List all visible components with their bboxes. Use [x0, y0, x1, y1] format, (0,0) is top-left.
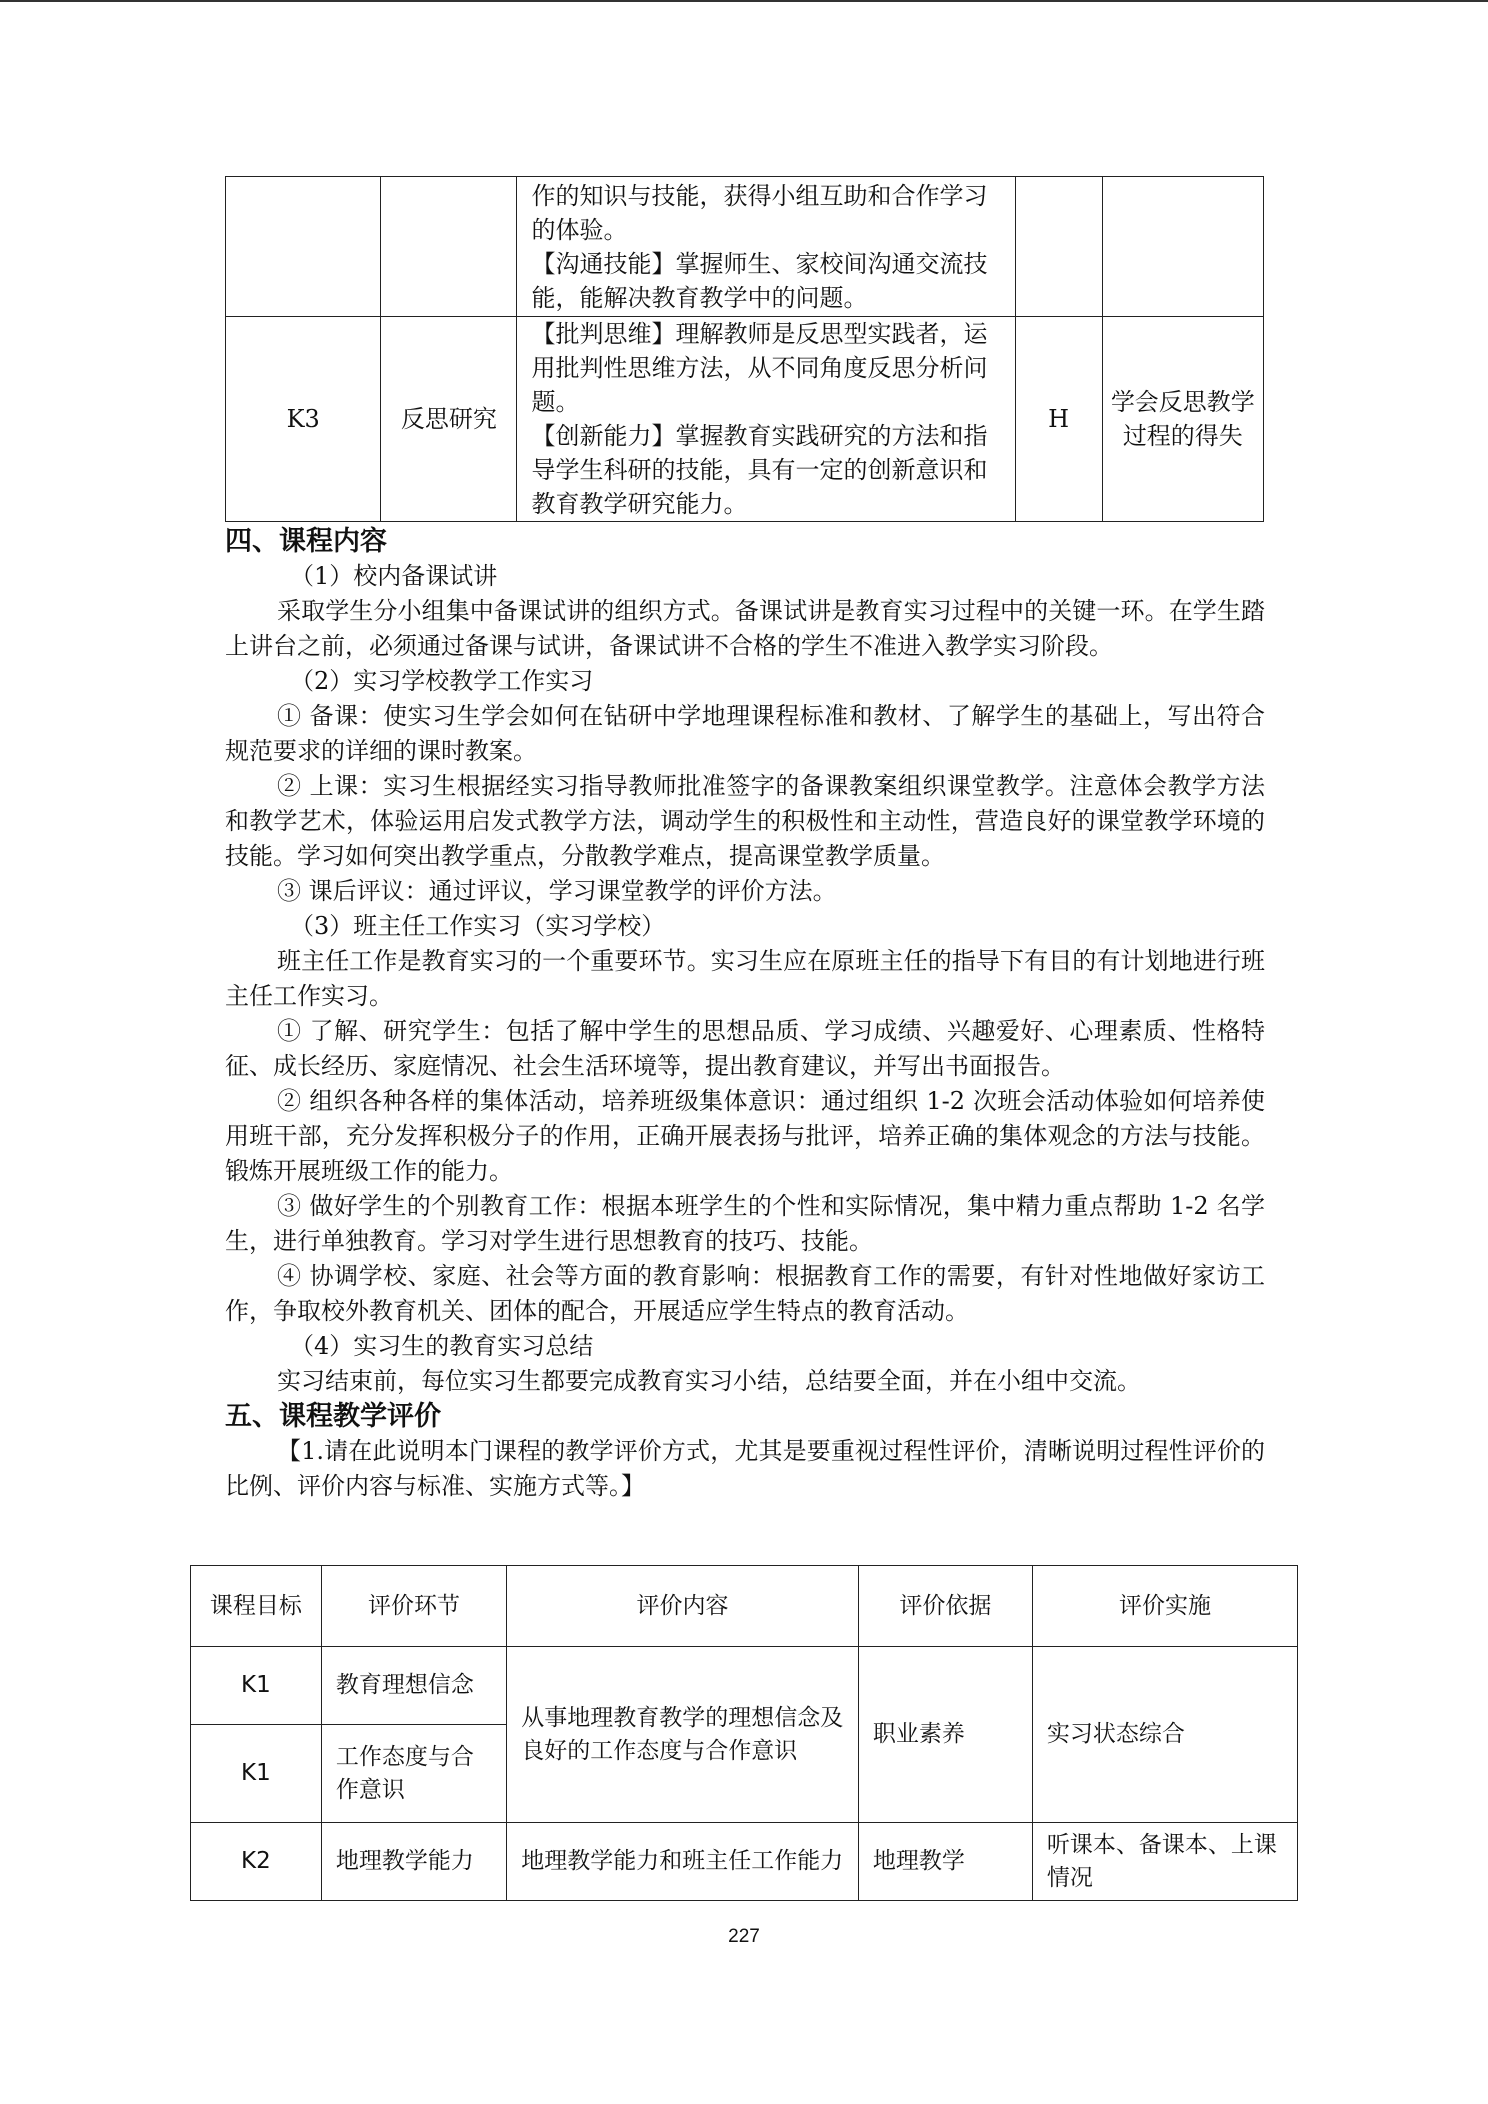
- paragraph: 采取学生分小组集中备课试讲的组织方式。备课试讲是教育实习过程中的关键一环。在学生踏上讲台之前，必须通过备课与试讲，备课试讲不合格的学生不准进入教学实习阶段。: [225, 597, 1265, 660]
- page-number: 227: [728, 1926, 760, 1947]
- requirement-text: 【批判思维】理解教师是反思型实践者，运用批判性思维方法，从不同角度反思分析问题。: [531, 320, 988, 416]
- instruction-note: 【1.请在此说明本门课程的教学评价方式，尤其是要重视过程性评价，清晰说明过程性评价的比例、评价内容与标准、实施方式等。】: [225, 1437, 1265, 1500]
- stage-cell: 教育理想信念: [321, 1647, 506, 1725]
- table-row: [226, 317, 1264, 522]
- requirement-text: 【沟通技能】掌握师生、家校间沟通交流技能，能解决教育教学中的问题。: [531, 249, 988, 312]
- support-level-cell: [1015, 177, 1102, 317]
- column-header: 评价环节: [321, 1566, 506, 1647]
- goal-cell: K2: [191, 1823, 322, 1901]
- subsection-heading: （2）实习学校教学工作实习: [290, 667, 594, 695]
- evaluation-table: [190, 1565, 1298, 1901]
- column-header: 评价内容: [507, 1566, 859, 1647]
- requirement-cell: [517, 317, 1015, 522]
- paragraph: ③ 做好学生的个别教育工作：根据本班学生的个性和实际情况，集中精力重点帮助 1-2 名学生，进行单独教育。学习对学生进行思想教育的技巧、技能。: [225, 1192, 1265, 1255]
- support-level-cell: H: [1015, 317, 1102, 522]
- goal-cell: [226, 177, 381, 317]
- implementation-cell: 实习状态综合: [1032, 1647, 1297, 1823]
- goal-cell: K1: [191, 1725, 322, 1823]
- goal-cell: K3: [226, 317, 381, 522]
- paragraph: ③ 课后评议：通过评议，学习课堂教学的评价方法。: [277, 877, 837, 905]
- section-heading: 五、课程教学评价: [225, 1401, 441, 1432]
- requirement-text: 【创新能力】掌握教育实践研究的方法和指导学生科研的技能，具有一定的创新意识和教育教学研究能力。: [531, 422, 988, 518]
- column-header: 课程目标: [191, 1566, 322, 1647]
- paragraph: 班主任工作是教育实习的一个重要环节。实习生应在原班主任的指导下有目的有计划地进行班主任工作实习。: [225, 947, 1265, 1010]
- goal-name-cell: 反思研究: [381, 317, 517, 522]
- paragraph: ① 备课：使实习生学会如何在钻研中学地理课程标准和教材、了解学生的基础上，写出符合规范要求的详细的课时教案。: [225, 702, 1265, 765]
- basis-cell: 职业素养: [858, 1647, 1032, 1823]
- objectives-table-continued: [225, 176, 1264, 522]
- paragraph: 实习结束前，每位实习生都要完成教育实习小结，总结要全面，并在小组中交流。: [277, 1367, 1141, 1395]
- basis-cell: 地理教学: [858, 1823, 1032, 1901]
- table-row: [191, 1647, 1298, 1725]
- table-row: [226, 177, 1264, 317]
- implementation-cell: 听课本、备课本、上课情况: [1032, 1823, 1297, 1901]
- goal-name-cell: [381, 177, 517, 317]
- subsection-heading: （4）实习生的教育实习总结: [290, 1332, 594, 1360]
- goal-cell: K1: [191, 1647, 322, 1725]
- requirement-text: 作的知识与技能，获得小组互助和合作学习的体验。: [531, 181, 988, 244]
- section-heading: 四、课程内容: [225, 526, 387, 557]
- paragraph: ② 组织各种各样的集体活动，培养班级集体意识：通过组织 1-2 次班会活动体验如何培养使用班干部，充分发挥积极分子的作用，正确开展表扬与批评，培养正确的集体观念的方法与技能。锻炼开展班级工作的能力。: [225, 1087, 1265, 1185]
- indicator-cell: 学会反思教学过程的得失: [1102, 317, 1263, 522]
- paragraph: ① 了解、研究学生：包括了解中学生的思想品质、学习成绩、兴趣爱好、心理素质、性格特征、成长经历、家庭情况、社会生活环境等，提出教育建议，并写出书面报告。: [225, 1017, 1265, 1080]
- indicator-cell: [1102, 177, 1263, 317]
- page-top-border: [0, 0, 1488, 2]
- stage-cell: 工作态度与合作意识: [321, 1725, 506, 1823]
- content-cell: 从事地理教育教学的理想信念及良好的工作态度与合作意识: [507, 1647, 859, 1823]
- content-cell: 地理教学能力和班主任工作能力: [507, 1823, 859, 1901]
- subsection-heading: （1）校内备课试讲: [290, 562, 498, 590]
- column-header: 评价实施: [1032, 1566, 1297, 1647]
- paragraph: ④ 协调学校、家庭、社会等方面的教育影响：根据教育工作的需要，有针对性地做好家访工作，争取校外教育机关、团体的配合，开展适应学生特点的教育活动。: [225, 1262, 1265, 1325]
- table-header-row: [191, 1566, 1298, 1647]
- subsection-heading: （3）班主任工作实习（实习学校）: [290, 912, 666, 940]
- paragraph: ② 上课：实习生根据经实习指导教师批准签字的备课教案组织课堂教学。注意体会教学方法和教学艺术，体验运用启发式教学方法，调动学生的积极性和主动性，营造良好的课堂教学环境的技能。学习如何突出教学重点，分散教学难点，提高课堂教学质量。: [225, 772, 1265, 870]
- table-row: [191, 1823, 1298, 1901]
- section-course-content: [225, 524, 1265, 1504]
- column-header: 评价依据: [858, 1566, 1032, 1647]
- stage-cell: 地理教学能力: [321, 1823, 506, 1901]
- requirement-cell: [517, 177, 1015, 317]
